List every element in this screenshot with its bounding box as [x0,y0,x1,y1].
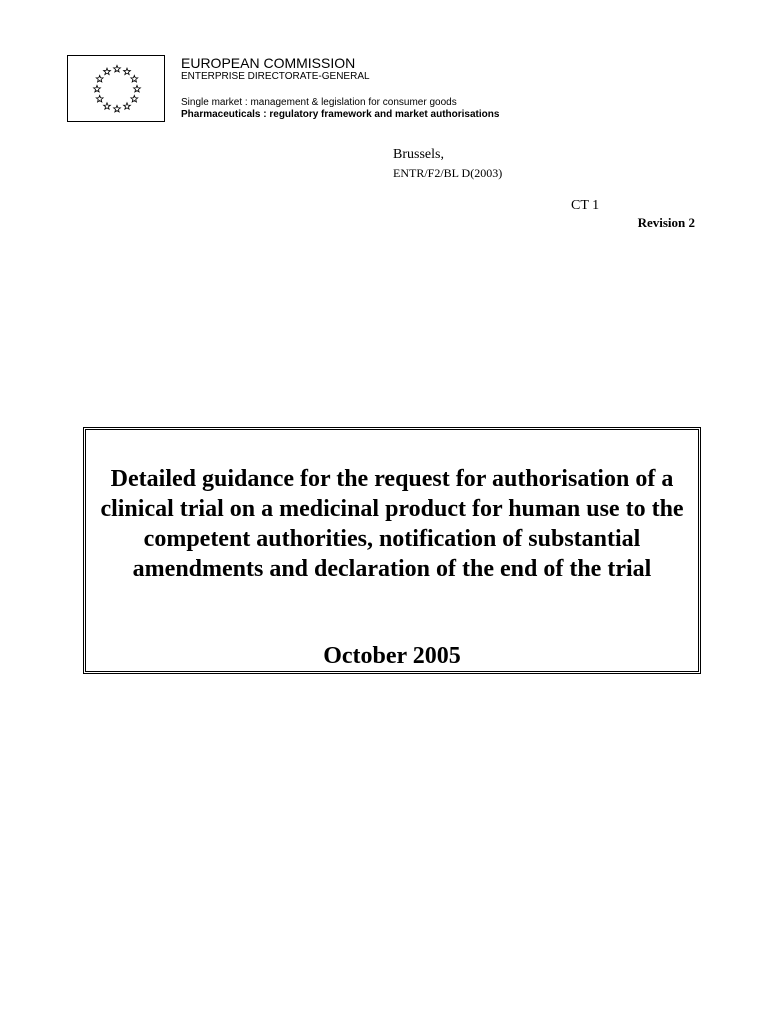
star-icon [114,105,121,112]
document-code: CT 1 [571,198,600,213]
place-text: Brussels, [393,147,444,162]
star-icon [104,68,111,75]
directorate-name: ENTERPRISE DIRECTORATE-GENERAL [181,71,370,82]
letterhead [181,55,499,121]
star-icon [131,95,138,102]
reference-text: ENTR/F2/BL D(2003) [393,166,503,180]
star-icon [96,75,103,82]
star-icon [124,103,131,110]
star-icon [94,85,101,92]
star-icon [96,95,103,102]
unit-line-1: Single market : management & legislation for consumer goods [181,97,457,108]
star-icon [114,65,121,72]
star-icon [131,75,138,82]
revision-label: Revision 2 [637,215,695,230]
unit-line-2: Pharmaceuticals : regulatory framework and market authorisations [181,109,500,120]
eu-flag-stars-icon [68,56,166,123]
eu-emblem [67,55,165,122]
organisation-name: EUROPEAN COMMISSION [181,55,356,71]
document-date: October 2005 [323,643,461,669]
star-icon [104,103,111,110]
star-icon [134,85,141,92]
star-icon [124,68,131,75]
document-title: Detailed guidance for the request for authorisation of a clinical trial on a medicinal product for human use to the competent authorities, notification of substantial amendments and declaration of the end of the trial [100,466,684,582]
title-box [83,427,701,674]
